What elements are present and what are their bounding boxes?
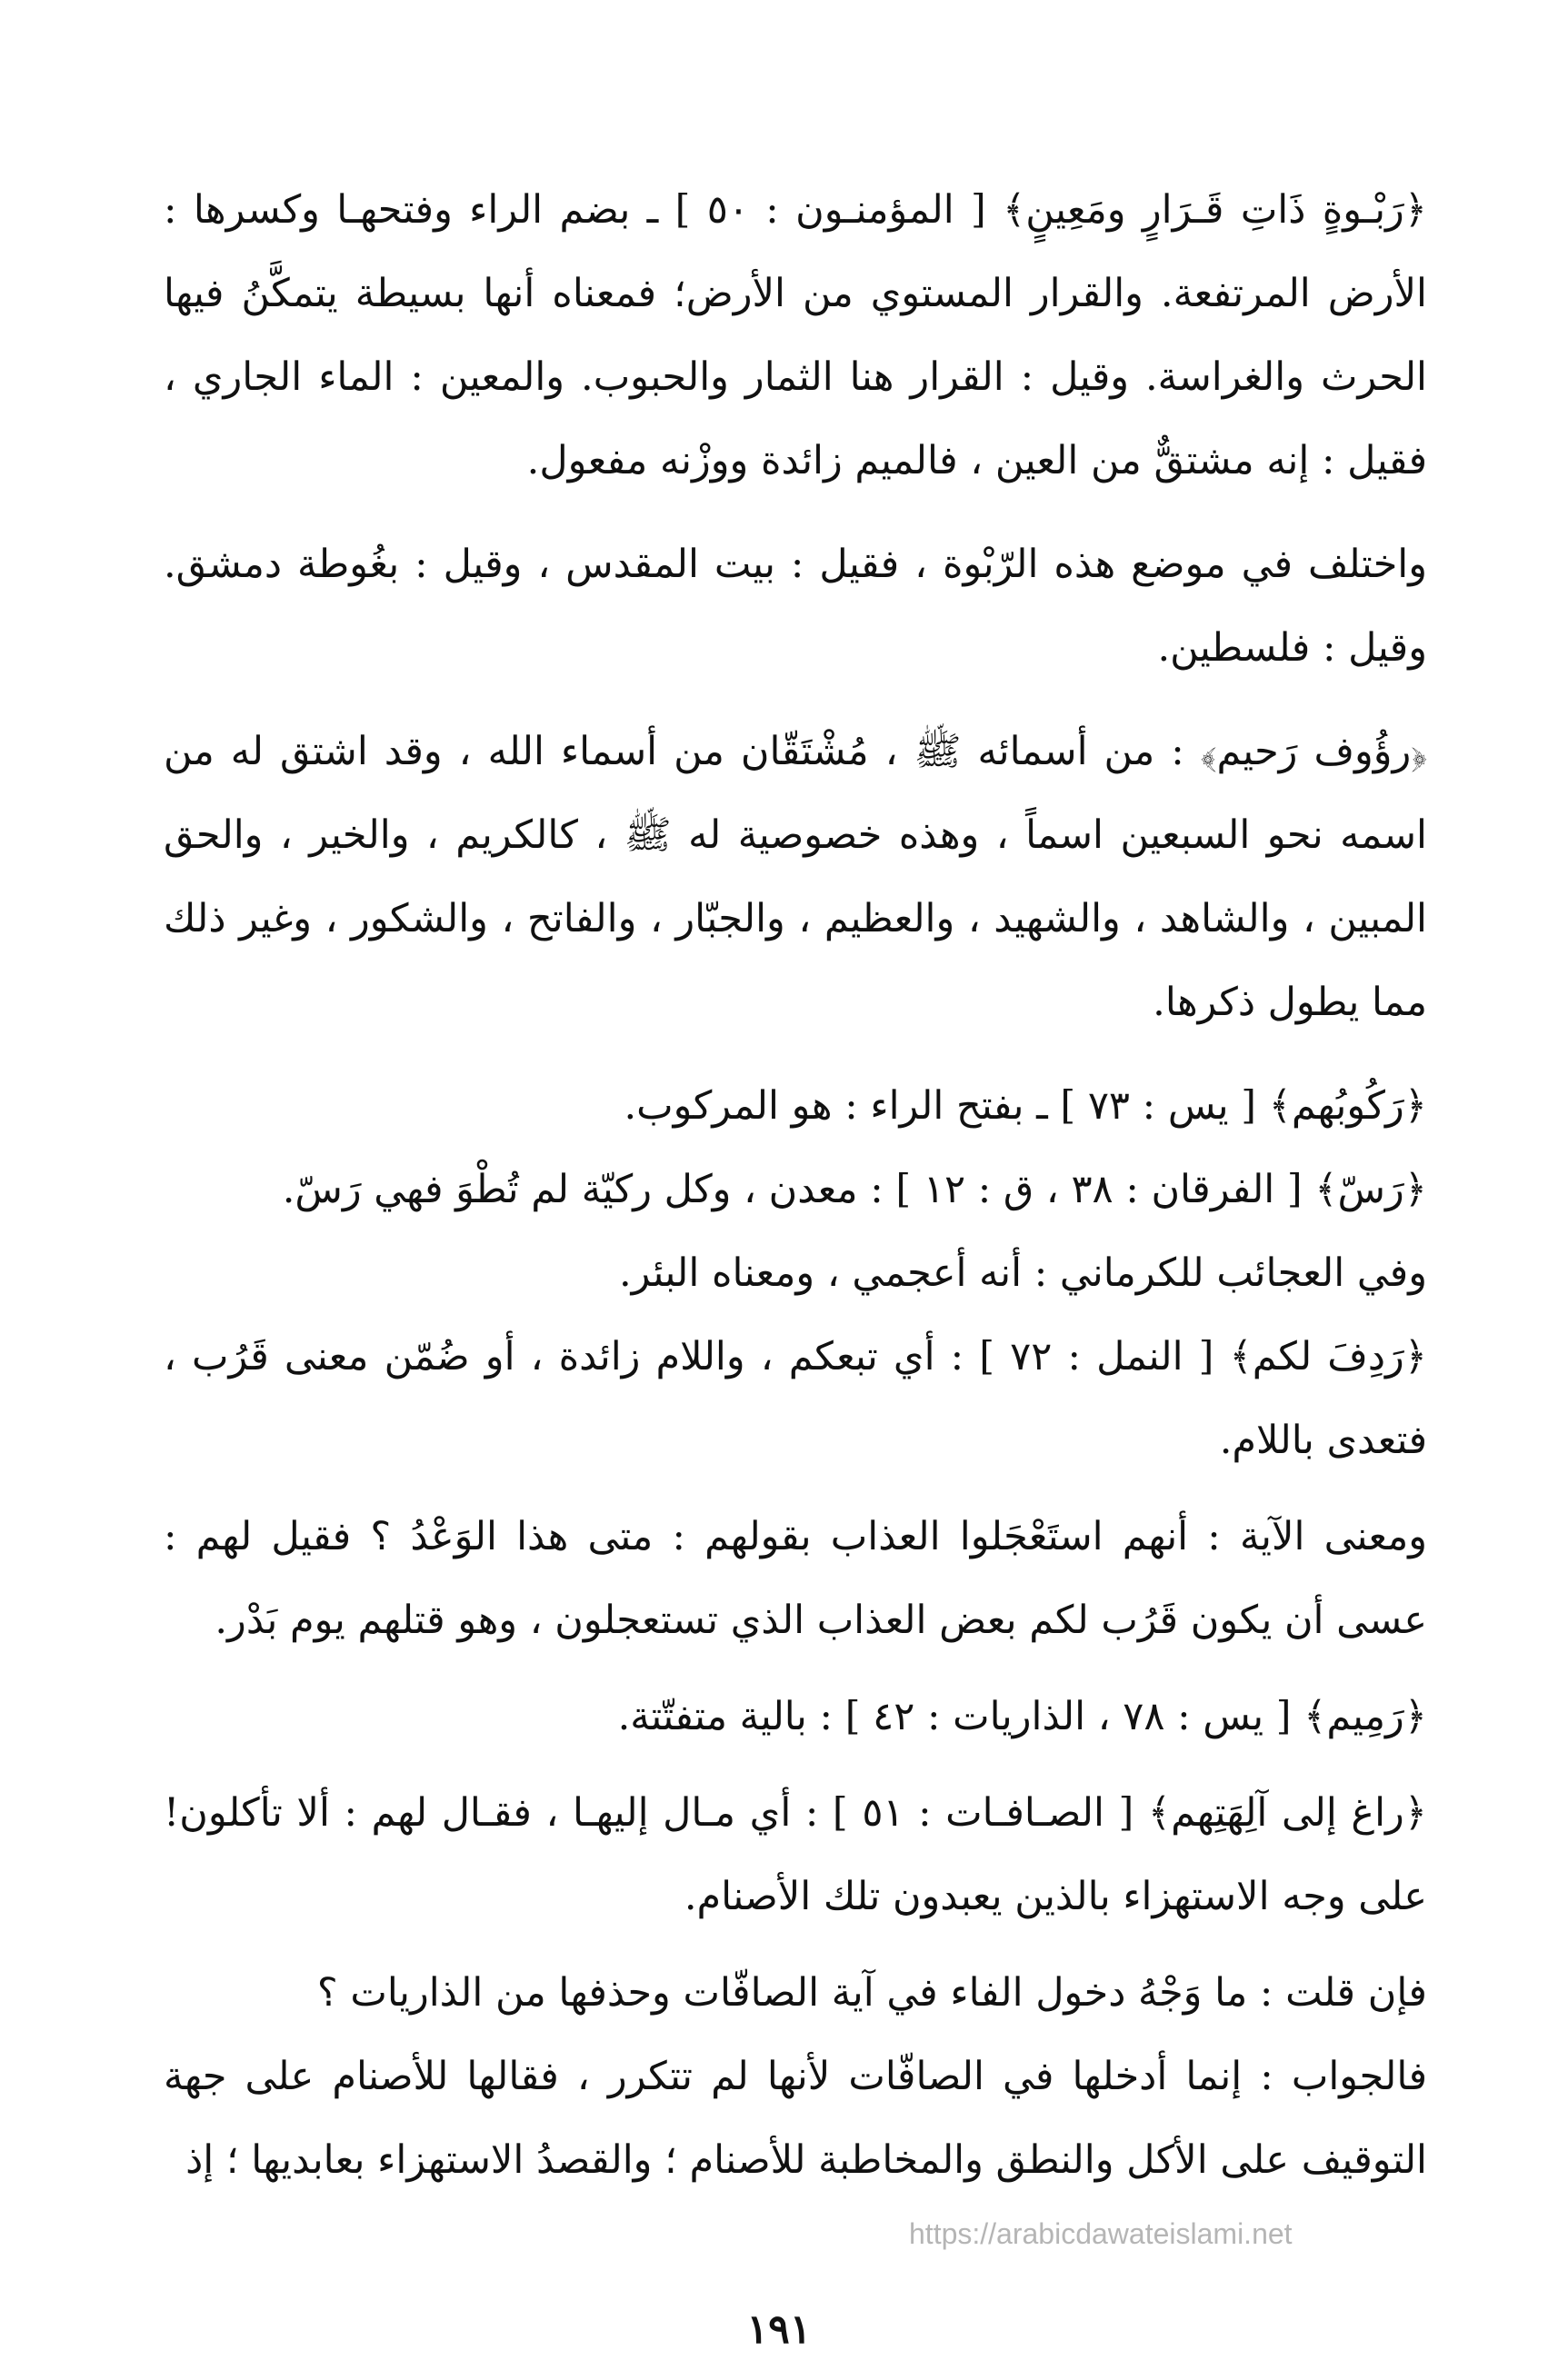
paragraph-verse-meaning: ومعنى الآية : أنهم استَعْجَلوا العذاب بقولهم : متى هذا الوَعْدُ ؟ فقيل لهم : عسى أن يكون قَرُب لكم بعض العذاب الذي تستعجلون ، وهو قتلهم يوم بَدْر. [164,1514,1427,1643]
paragraph-rass: ﴿رَسّ﴾ [ الفرقان : ٣٨ ، ق : ١٢ ] : معدن ، وكل ركيّة لم تُطْوَ فهي رَسّ. [282,1167,1427,1212]
paragraph-radifa: ﴿رَدِفَ لكم﴾ [ النمل : ٧٢ ] : أي تبعكم ، واللام زائدة ، أو ضُمّن معنى قَرُب ، فتعدى باللام. [164,1334,1427,1463]
page-text-body [164,168,1427,2202]
paragraph-karmani: وفي العجائب للكرماني : أنه أعجمي ، ومعناه البئر. [618,1250,1427,1296]
paragraph-rauf-rahim: ﴿رؤُوف رَحيم﴾ : من أسمائه ﷺ ، مُشْتَقّان من أسماء الله ، وقد اشتق له من اسمه نحو السبعين اسماً ، وهذه خصوصية له ﷺ ، كالكريم ، والخير ، والحق المبين ، والشاهد ، والشهيد ، والعظيم ، والجبّار ، والفاتح ، والشكور ، وغير ذلك مما يطول ذكرها. [164,729,1427,1025]
paragraph-ragha: ﴿راغ إلى آلِهَتِهم﴾ [ الصـافـات : ٥١ ] : أي مـال إليهـا ، فقـال لهم : ألا تأكلون! على وجه الاستهزاء بالذين يعبدون تلك الأصنام. [164,1790,1427,1919]
paragraph-answer: فالجواب : إنما أدخلها في الصافّات لأنها لم تتكرر ، فقالها للأصنام على جهة التوقيف على الأكل والنطق والمخاطبة للأصنام ؛ والقصدُ الاستهزاء بعابديها ؛ إذ [164,2054,1428,2183]
paragraph-rabwa-location: واختلف في موضع هذه الرّبْوة ، فقيل : بيت المقدس ، وقيل : بغُوطة دمشق. وقيل : فلسطين. [164,542,1427,671]
paragraph-rakubuhum: ﴿رَكُوبُهم﴾ [ يس : ٧٣ ] ـ بفتح الراء : هو المركوب. [624,1083,1427,1129]
paragraph-question: فإن قلت : ما وَجْهُ دخول الفاء في آية الصافّات وحذفها من الذاريات ؟ [316,1970,1427,2016]
paragraph-ramim: ﴿رَمِيم﴾ [ يس : ٧٨ ، الذاريات : ٤٢ ] : بالية متفتّتة. [617,1694,1427,1739]
page-number: ١٩١ [746,2306,812,2353]
paragraph-rabwa: ﴿رَبْـوةٍ ذَاتِ قَـرَارٍ ومَعِينٍ﴾ [ المؤمنـون : ٥٠ ] ـ بضم الراء وفتحهـا وكسرها : الأرض المرتفعة. والقرار المستوي من الأرض؛ فمعناه أنها بسيطة يتمكَّنُ فيها الحرث والغراسة. وقيل : القرار هنا الثمار والحبوب. والمعين : الماء الجاري ، فقيل : إنه مشتقٌّ من العين ، فالميم زائدة ووزْنه مفعول. [164,187,1428,483]
watermark-url: https://arabicdawateislami.net [909,2217,1293,2250]
